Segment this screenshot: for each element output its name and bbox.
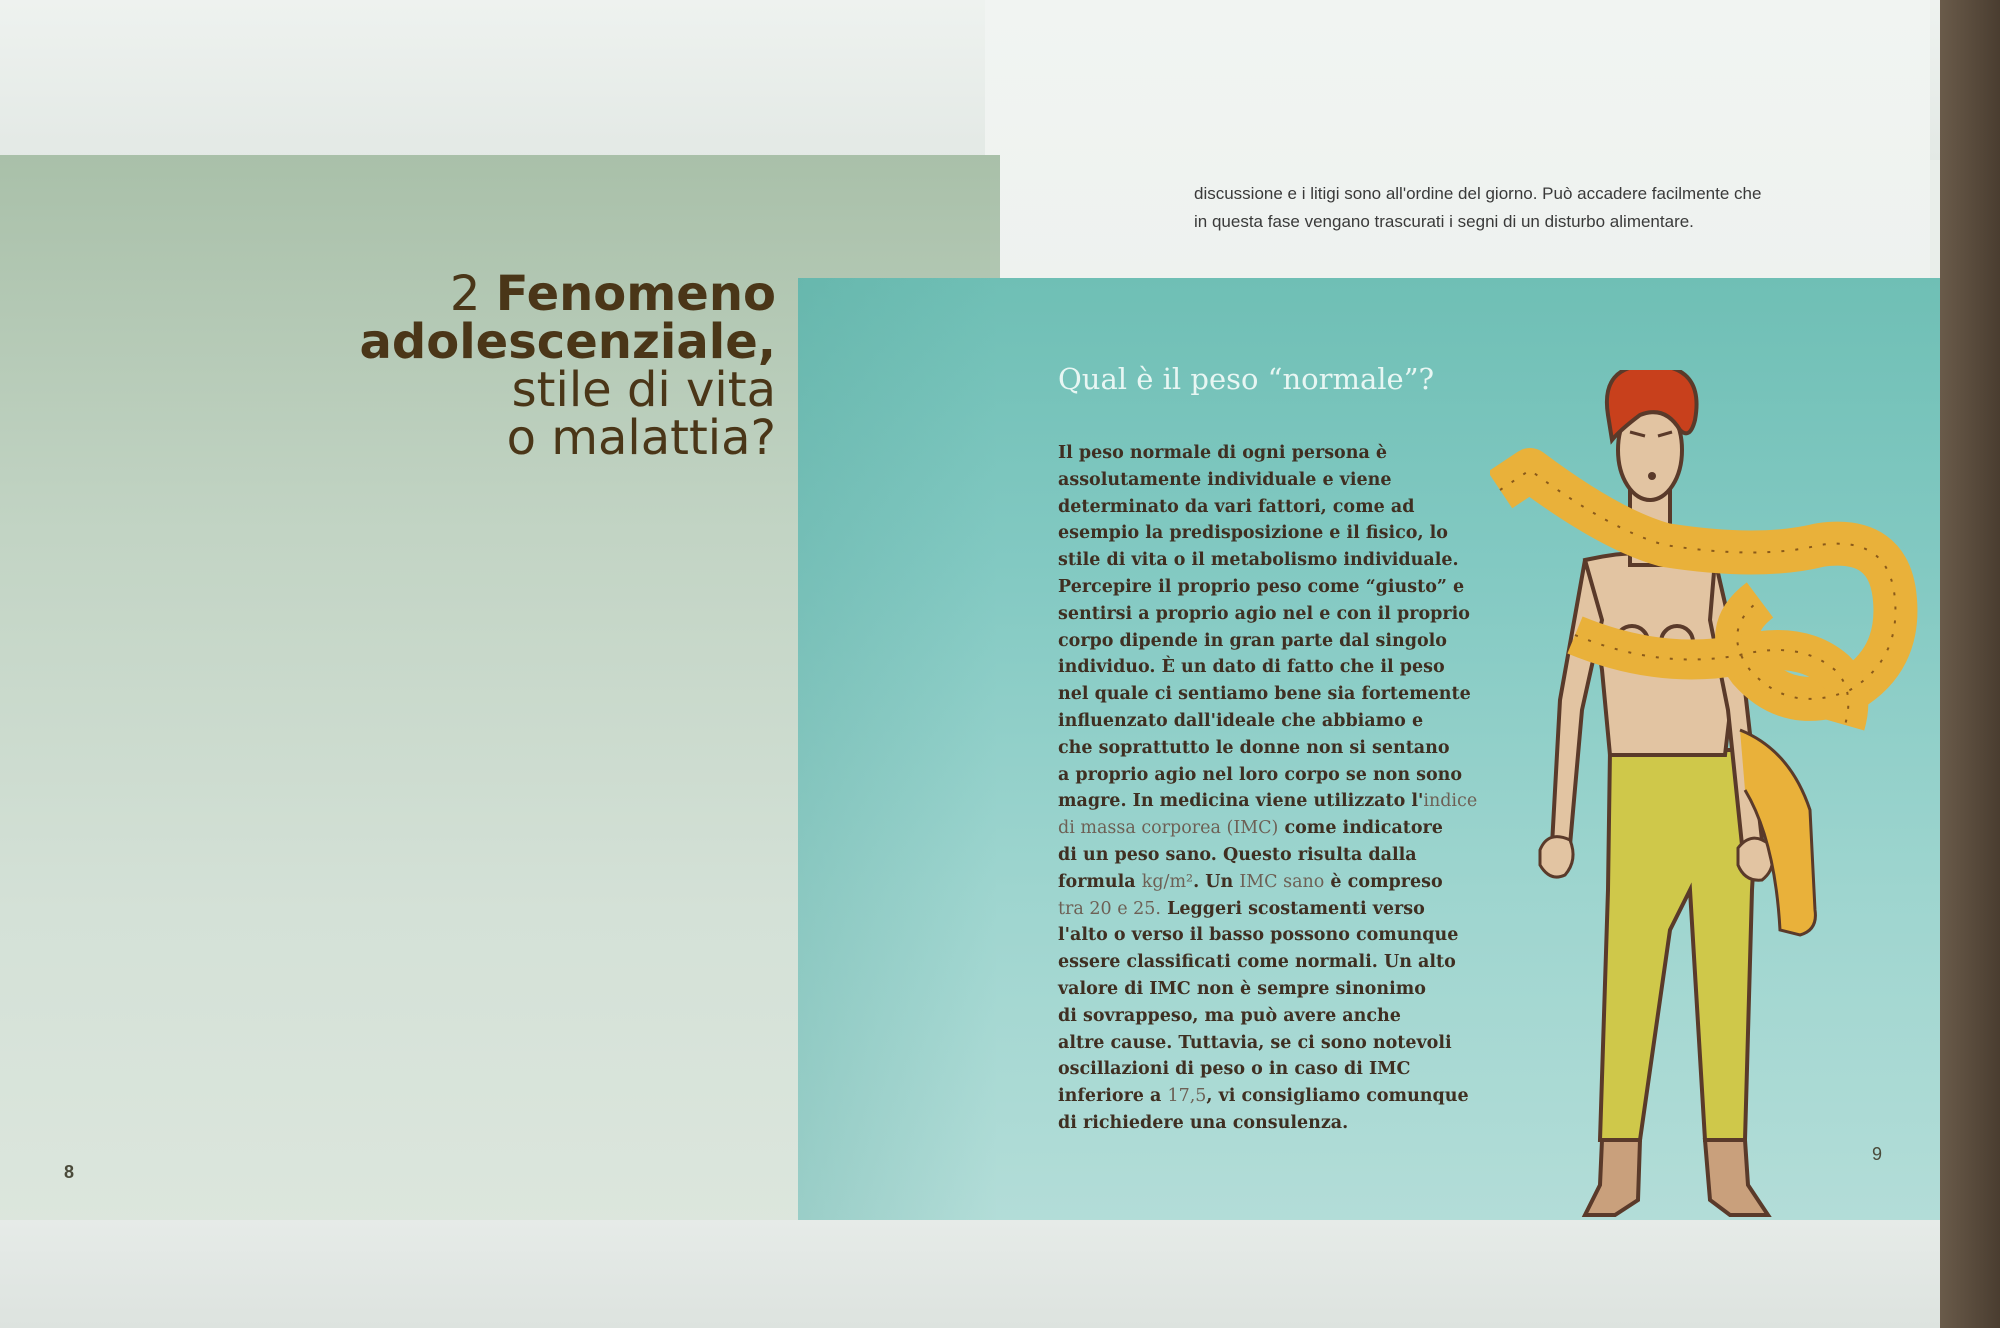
body-line xyxy=(1058,520,1498,547)
body-line-bold-segment: l'alto o verso il basso possono comunque xyxy=(1058,925,1459,946)
body-line-bold-segment: . Un xyxy=(1193,871,1240,892)
body-line xyxy=(1058,762,1498,789)
body-line-bold-segment: esempio la predisposizione e il fisico, lo xyxy=(1058,523,1448,544)
body-line-bold-segment: corpo dipende in gran parte dal singolo xyxy=(1058,630,1447,651)
body-line xyxy=(1058,681,1498,708)
body-line-bold-segment: determinato da vari fattori, come ad xyxy=(1058,496,1415,517)
continued-line-2: in questa fase vengano trascurati i segni di un disturbo alimentare. xyxy=(1194,212,1694,231)
body-line xyxy=(1058,494,1498,521)
body-line xyxy=(1058,628,1498,655)
body-line xyxy=(1058,1110,1498,1137)
body-line-bold-segment: valore di IMC non è sempre sinonimo xyxy=(1058,978,1426,999)
body-line xyxy=(1058,1003,1498,1030)
body-line-light-segment: kg/m² xyxy=(1141,871,1194,892)
body-line-bold-segment: altre cause. Tuttavia, se ci sono notevoli xyxy=(1058,1032,1452,1053)
body-line-bold-segment: formula xyxy=(1058,871,1142,892)
body-line-light-segment: tra 20 e 25. xyxy=(1058,898,1161,919)
body-line-bold-segment: Leggeri scostamenti verso xyxy=(1160,898,1425,919)
chapter-title-line-3: stile di vita xyxy=(511,362,776,418)
body-line xyxy=(1058,708,1498,735)
body-line-bold-segment: nel quale ci sentiamo bene sia fortemente xyxy=(1058,684,1471,705)
body-paragraph xyxy=(1058,440,1498,1137)
right-page-top-area xyxy=(985,0,1930,290)
continued-line-1: discussione e i litigi sono all'ordine del giorno. Può accadere facilmente che xyxy=(1194,184,1762,203)
body-line xyxy=(1058,574,1498,601)
body-line-bold-segment: sentirsi a proprio agio nel e con il proprio xyxy=(1058,603,1470,624)
body-line xyxy=(1058,1056,1498,1083)
body-line-bold-segment: stile di vita o il metabolismo individuale. xyxy=(1058,550,1459,571)
chapter-title xyxy=(300,266,776,466)
body-line-bold-segment: influenzato dall'ideale che abbiamo e xyxy=(1058,710,1424,731)
chapter-title-line-1 xyxy=(300,266,776,322)
body-line-light-segment: di massa corporea (IMC) xyxy=(1058,818,1279,839)
body-line-bold-segment: , vi consigliamo comunque xyxy=(1206,1086,1469,1107)
body-line-light-segment: 17,5 xyxy=(1167,1086,1207,1107)
body-line xyxy=(1058,547,1498,574)
page-number-right: 9 xyxy=(1872,1144,1883,1164)
body-line-bold-segment: è compreso xyxy=(1324,871,1443,892)
teal-panel-shadow xyxy=(798,278,998,1223)
section-heading: Qual è il peso “normale”? xyxy=(1058,362,1435,396)
body-line-bold-segment: essere classificati come normali. Un alto xyxy=(1058,952,1456,973)
body-line xyxy=(1058,949,1498,976)
body-line-bold-segment: a proprio agio nel loro corpo se non sono xyxy=(1058,764,1463,785)
body-line-bold-segment: oscillazioni di peso o in caso di IMC xyxy=(1058,1059,1411,1080)
chapter-title-line-2: adolescenziale, xyxy=(359,314,776,370)
body-line-bold-segment: inferiore a xyxy=(1058,1086,1168,1107)
body-line-bold-segment: di sovrappeso, ma può avere anche xyxy=(1058,1005,1401,1026)
body-line-bold-segment: individuo. È un dato di fatto che il peso xyxy=(1058,657,1445,678)
body-line-bold-segment: di un peso sano. Questo risulta dalla xyxy=(1058,844,1417,865)
body-line-bold-segment: magre. In medicina viene utilizzato l' xyxy=(1058,791,1424,812)
body-line xyxy=(1058,735,1498,762)
screen-right-edge xyxy=(1940,0,2000,1328)
body-line xyxy=(1058,869,1498,896)
body-line xyxy=(1058,601,1498,628)
body-line-light-segment: IMC sano xyxy=(1239,871,1325,892)
body-line xyxy=(1058,467,1498,494)
screen-bottom-margin xyxy=(0,1220,2000,1328)
body-line xyxy=(1058,976,1498,1003)
body-line-bold-segment: assolutamente individuale e viene xyxy=(1058,469,1392,490)
body-line-bold-segment: Il peso normale di ogni persona è xyxy=(1058,443,1388,463)
page-number-left: 8 xyxy=(64,1162,75,1182)
body-line-bold-segment: che soprattutto le donne non si sentano xyxy=(1058,737,1450,758)
body-line xyxy=(1058,922,1498,949)
body-line-bold-segment: Percepire il proprio peso come “giusto” e xyxy=(1058,576,1465,597)
body-line-light-segment: indice xyxy=(1423,791,1478,812)
chapter-title-line-4: o malattia? xyxy=(506,410,776,466)
continued-paragraph xyxy=(1194,180,1914,236)
chapter-title-word-1: Fenomeno xyxy=(495,266,776,322)
chapter-number: 2 xyxy=(449,266,481,322)
body-line xyxy=(1058,1030,1498,1057)
body-line xyxy=(1058,654,1498,681)
body-line xyxy=(1058,788,1498,815)
woman-with-measuring-tape-illustration xyxy=(1490,370,1920,1225)
body-line xyxy=(1058,815,1498,842)
body-line-bold-segment: di richiedere una consulenza. xyxy=(1058,1112,1349,1133)
body-line xyxy=(1058,1083,1498,1110)
body-line xyxy=(1058,896,1498,923)
body-line xyxy=(1058,440,1498,467)
body-line xyxy=(1058,842,1498,869)
body-line-bold-segment: come indicatore xyxy=(1278,818,1443,839)
